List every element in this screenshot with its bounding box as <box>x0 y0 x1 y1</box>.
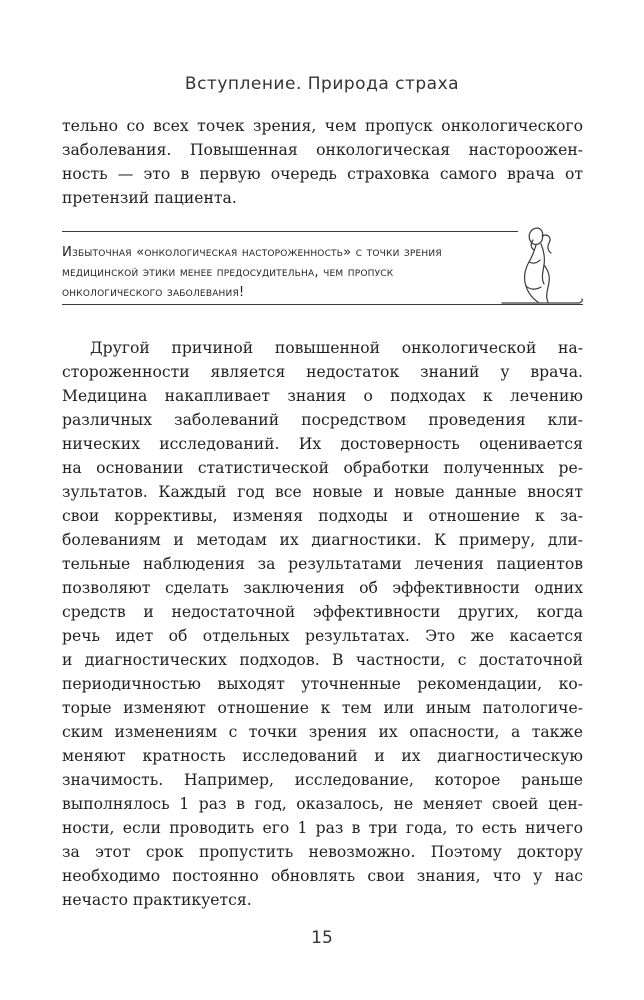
text-line: заболевания. Повышенная онкологическая настороожен- <box>62 141 583 159</box>
callout-line: Избыточная «онкологическая настороженность» с точки зрения <box>62 245 442 260</box>
text-line: и диагностических подходов. В частности, с достаточной <box>62 651 583 669</box>
text-line: средств и недостаточной эффективности других, когда <box>62 603 583 621</box>
text-line: стороженности является недостаток знаний у врача. <box>62 363 583 381</box>
text-line: ским изменениям с точки зрения их опасности, а также <box>62 723 583 741</box>
callout-line: медицинской этики менее предосудительна, чем пропуск <box>62 265 394 280</box>
callout-top-rule <box>62 231 518 232</box>
text-line: значимость. Например, исследование, которое раньше <box>62 771 583 789</box>
text-line: претензий пациента. <box>62 189 237 207</box>
text-line: болеваниям и методам их диагностики. К примеру, дли- <box>62 531 583 549</box>
text-line: периодичностью выходят уточненные рекомендации, ко- <box>62 675 583 693</box>
text-line: нечасто практикуется. <box>62 891 252 909</box>
text-line: ности, если проводить его 1 раз в три года, то есть ничего <box>62 819 583 837</box>
text-line: тельные наблюдения за результатами лечения пациентов <box>62 555 583 573</box>
text-line: необходимо постоянно обновлять свои знания, что у нас <box>62 867 583 885</box>
text-line: нических исследований. Их достоверность оценивается <box>62 435 583 453</box>
text-line: речь идет об отдельных результатах. Это же касается <box>62 627 583 645</box>
text-line: позволяют сделать заключения об эффективности одних <box>62 579 583 597</box>
text-line: Другой причиной повышенной онкологической на- <box>90 339 583 357</box>
text-line: Медицина накапливает знания о подходах к лечению <box>62 387 583 405</box>
text-line: ность — это в первую очередь страховка самого врача от <box>62 165 583 183</box>
text-line: торые изменяют отношение к тем или иным патологиче- <box>62 699 583 717</box>
page-number: 15 <box>311 928 333 948</box>
text-line: различных заболеваний посредством проведения кли- <box>62 411 583 429</box>
text-line: меняют кратность исследований и их диагностическую <box>62 747 583 765</box>
text-line: за этот срок пропустить невозможно. Поэтому доктору <box>62 843 583 861</box>
line-art-woman-figure-icon <box>500 224 584 308</box>
running-header: Вступление. Природа страха <box>184 74 460 94</box>
text-line: выполнялось 1 раз в год, оказалось, не меняет своей цен- <box>62 795 583 813</box>
text-line: тельно со всех точек зрения, чем пропуск онкологического <box>62 117 583 135</box>
text-line: зультатов. Каждый год все новые и новые данные вносят <box>62 483 583 501</box>
callout-line: онкологического заболевания! <box>62 285 245 300</box>
text-line: свои коррективы, изменяя подходы и отношение к за- <box>62 507 583 525</box>
text-line: на основании статистической обработки полученных ре- <box>62 459 583 477</box>
